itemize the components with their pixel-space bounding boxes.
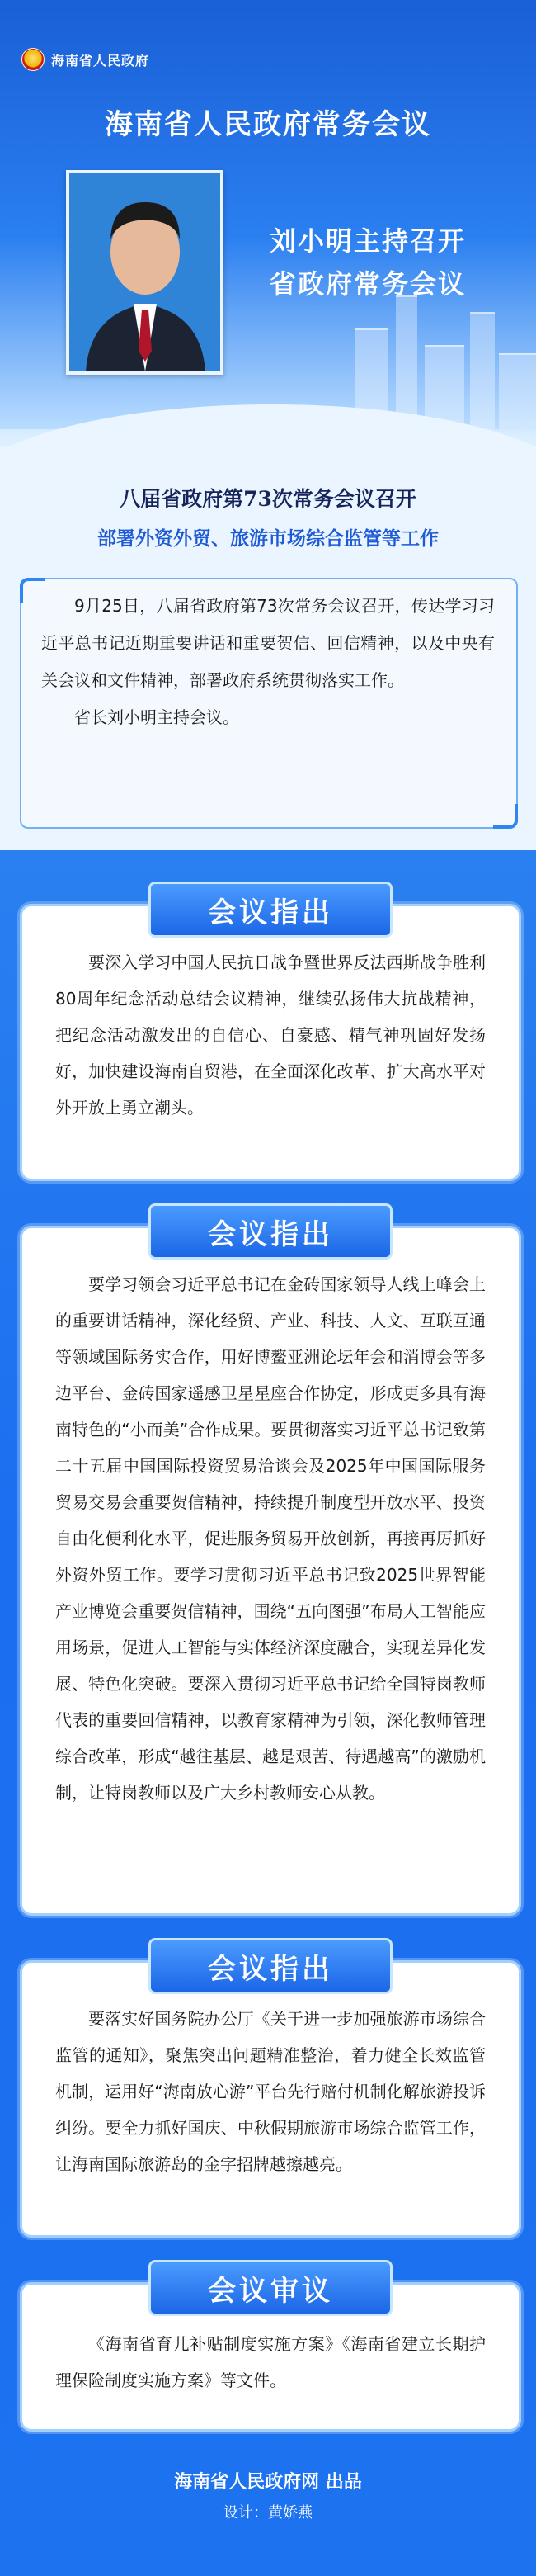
headline: 八届省政府第73次常务会议召开 bbox=[120, 487, 416, 511]
section-card bbox=[20, 2274, 521, 2432]
section-heading: 会议指出 bbox=[148, 882, 393, 938]
section-text bbox=[55, 2326, 486, 2399]
publisher-credit: 海南省人民政府网 出品 bbox=[174, 2472, 362, 2493]
designer-credit: 设计：黄娇燕 bbox=[223, 2504, 313, 2522]
section-paragraph: 要落实好国务院办公厅《关于进一步加强旅游市场综合监管的通知》，聚焦突出问题精准整治，着力健全长效监管机制，运用好“海南放心游”平台先行赔付机制化解旅游投诉纠纷。要全力抓好国庆、中秋假期旅游市场综合监管工作，让海南国际旅游岛的金字招牌越擦越亮。 bbox=[55, 2009, 486, 2174]
section-paragraph: 《海南省育儿补贴制度实施方案》《海南省建立长期护理保险制度实施方案》等文件。 bbox=[55, 2334, 486, 2390]
section-card bbox=[20, 896, 521, 1181]
subtitle-line: 刘小明主持召开 bbox=[269, 225, 466, 257]
corner-decoration bbox=[493, 804, 518, 829]
section-text bbox=[55, 2001, 486, 2182]
subtitle-line: 省政府常务会议 bbox=[269, 268, 466, 300]
section-paragraph: 要学习领会习近平总书记在金砖国家领导人线上峰会上的重要讲话精神，深化经贸、产业、科技、人文、互联互通等领域国际务实合作，用好博鳌亚洲论坛年会和消博会等多边平台、金砖国家遥感卫星星座合作协定，形成更多具有海南特色的“小而美”合作成果。要贯彻落实习近平总书记致第二十五届中国国际投资贸易洽谈会及2025年中国国际服务贸易交易会重要贺信精神，持续提升制度型开放水平、投资自由化便利化水平，促进服务贸易开放创新，再接再厉抓好外资外贸工作。要学习贯彻习近平总书记致2025世界智能产业博览会重要贺信精神，围绕“五向图强”布局人工智能应用场景，促进人工智能与实体经济深度融合，实现差异化发展、特色化突破。要深入贯彻习近平总书记给全国特岗教师代表的重要回信精神，以教育家精神为引领，深化教师管理综合改革，形成“越往基层、越是艰苦、待遇越高”的激励机制，让特岗教师以及广大乡村教师安心从教。 bbox=[55, 1274, 486, 1803]
page-title: 海南省人民政府常务会议 bbox=[105, 108, 431, 141]
skyline-building bbox=[396, 295, 417, 429]
section-heading: 会议审议 bbox=[148, 2260, 393, 2316]
intro-paragraph: 9月25日，八届省政府第73次常务会议召开，传达学习习近平总书记近期重要讲话和重要贺信、回信精神，以及中央有关会议和文件精神，部署政府系统贯彻落实工作。 bbox=[41, 596, 495, 690]
brand-header bbox=[21, 48, 149, 71]
section-card bbox=[20, 1952, 521, 2238]
intro-text bbox=[41, 588, 495, 736]
portrait-photo bbox=[66, 170, 223, 375]
headline-sub: 部署外资外贸、旅游市场综合监管等工作 bbox=[97, 528, 439, 550]
section-card bbox=[20, 1217, 521, 1916]
emblem-icon bbox=[21, 48, 45, 71]
hero-subtitle bbox=[244, 220, 491, 305]
section-text bbox=[55, 1266, 486, 1811]
skyline-building bbox=[470, 312, 495, 429]
section-text bbox=[55, 944, 486, 1126]
person-photo-icon bbox=[69, 173, 220, 371]
section-heading: 会议指出 bbox=[148, 1938, 393, 1994]
section-heading: 会议指出 bbox=[148, 1203, 393, 1260]
brand-name: 海南省人民政府 bbox=[51, 52, 150, 69]
intro-paragraph: 省长刘小明主持会议。 bbox=[74, 707, 239, 727]
skyline-building bbox=[499, 353, 536, 429]
section-paragraph: 要深入学习中国人民抗日战争暨世界反法西斯战争胜利80周年纪念活动总结会议精神，继续弘扬伟大抗战精神，把纪念活动激发出的自信心、自豪感、精气神巩固好发扬好，加快建设海南自贸港，在全面深化改革、扩大高水平对外开放上勇立潮头。 bbox=[55, 952, 486, 1118]
